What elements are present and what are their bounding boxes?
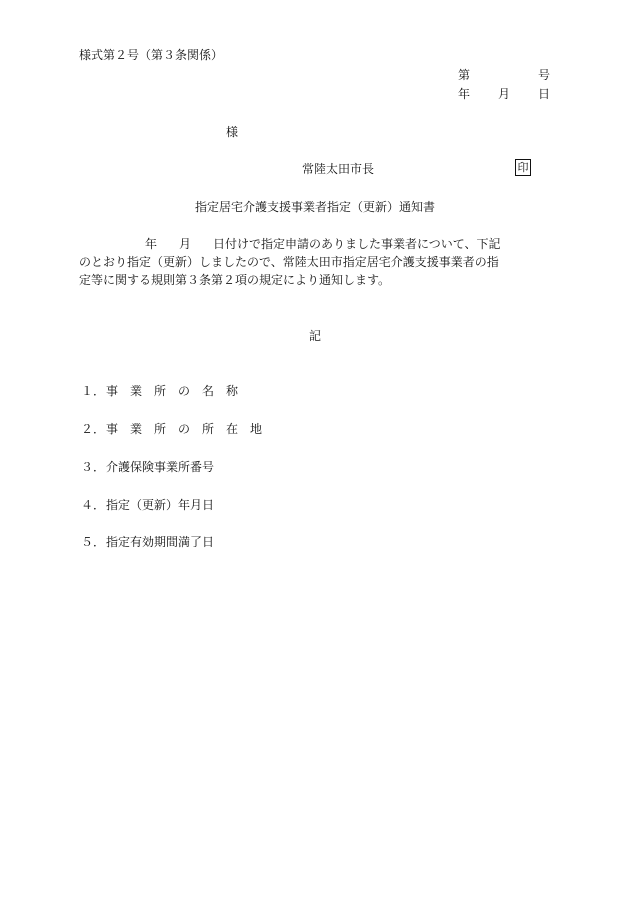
date-day-label: 日 [537,87,550,101]
item-number: ４． [81,498,106,512]
date-year-label: 年 [458,87,471,101]
body-line-1 [79,235,550,253]
item-label: 介護保険事業所番号 [106,460,215,474]
item-number: ５． [81,535,106,549]
list-item-designation-date [81,497,214,513]
date-month-label: 月 [497,87,510,101]
body-line-3: 定等に関する規則第３条第２項の規定により通知します。 [79,273,391,287]
number-suffix: 号 [537,68,550,82]
addressee-honorific: 様 [226,125,239,139]
document-number-line [458,67,550,83]
body-month-label: 月 [179,237,192,251]
list-item-office-name [81,383,238,399]
document-title [0,199,630,215]
document-title-text: 指定居宅介護支援事業者指定（更新）通知書 [194,200,435,214]
notice-body [79,235,550,289]
item-label: 事 業 所 の 名 称 [106,384,239,398]
seal-mark: 印 [515,159,531,176]
body-year-label: 年 [145,237,158,251]
body-line-1-text: 日付けで指定申請のありました事業者について、下記 [213,237,501,251]
issuer-name: 常陸太田市長 [302,162,375,176]
item-label: 事 業 所 の 所 在 地 [106,422,263,436]
form-label: 様式第２号（第３条関係） [79,48,224,62]
item-label: 指定（更新）年月日 [106,498,215,512]
item-number: ３． [81,460,106,474]
list-item-office-number [81,459,214,475]
item-label: 指定有効期間満了日 [106,535,215,549]
item-number: １． [81,384,106,398]
list-item-office-address [81,421,262,437]
number-prefix: 第 [458,68,471,82]
body-line-2: のとおり指定（更新）しましたので、常陸太田市指定居宅介護支援事業者の指 [79,255,499,269]
issue-date-line [458,86,550,102]
ki-heading [0,328,630,344]
ki-heading-text: 記 [308,329,321,343]
item-number: ２． [81,422,106,436]
list-item-expiry-date [81,534,214,550]
